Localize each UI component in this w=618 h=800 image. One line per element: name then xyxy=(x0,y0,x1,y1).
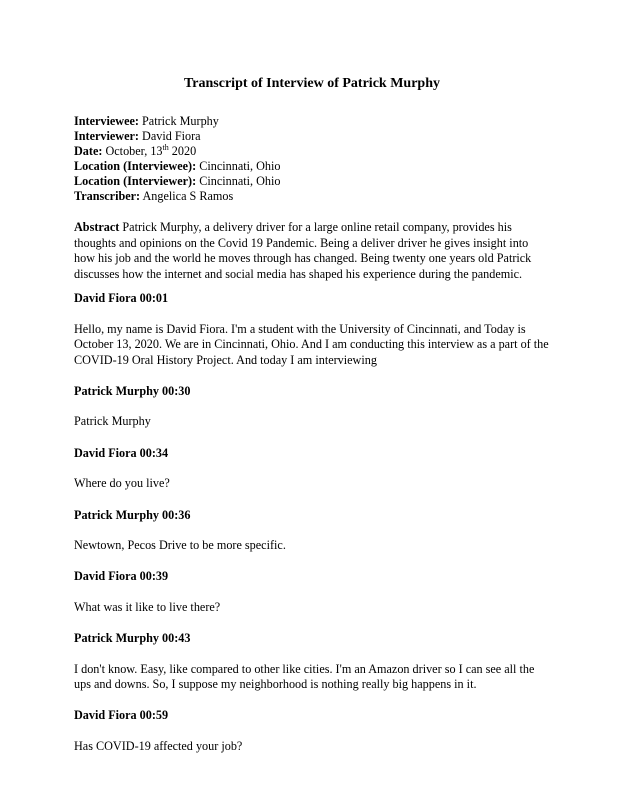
interview-metadata xyxy=(74,114,550,204)
date-line xyxy=(74,144,550,159)
location-interviewer-label: Location (Interviewer): xyxy=(74,174,197,188)
abstract-paragraph xyxy=(74,220,550,283)
speaker-text: Hello, my name is David Fiora. I'm a student with the University of Cincinnati, and Today is October 13, 2020. We are in Cincinnati, Ohio. And I am conducting this interview as a part of the COVID-19 Oral History Project. And today I am interviewing xyxy=(74,321,549,367)
date-ordinal-suffix: th xyxy=(162,142,169,152)
location-interviewee-line xyxy=(74,159,550,174)
page-title: Transcript of Interview of Patrick Murphy xyxy=(184,76,440,91)
interviewee-label: Interviewee: xyxy=(74,114,139,128)
transcriber-line xyxy=(74,189,550,204)
date-label: Date: xyxy=(74,144,103,158)
speaker-heading: David Fiora 00:39 xyxy=(74,569,169,584)
speaker-heading: Patrick Murphy 00:43 xyxy=(74,631,191,646)
speaker-heading: David Fiora 00:01 xyxy=(74,291,169,305)
speaker-heading: Patrick Murphy 00:36 xyxy=(74,507,191,522)
speaker-heading: Patrick Murphy 00:30 xyxy=(74,383,191,398)
speaker-heading: David Fiora 00:34 xyxy=(74,445,169,460)
speaker-text: What was it like to live there? xyxy=(74,599,221,614)
speaker-text: Where do you live? xyxy=(74,476,170,491)
transcriber-label: Transcriber: xyxy=(74,189,141,203)
interviewee-line xyxy=(74,114,550,129)
location-interviewee-label: Location (Interviewee): xyxy=(74,159,197,173)
speaker-text: I don't know. Easy, like compared to other like cities. I'm an Amazon driver so I can see all the ups and downs. So, I suppose my neighborhood is nothing really big happens in it. xyxy=(74,661,535,692)
speaker-text: Newtown, Pecos Drive to be more specific. xyxy=(74,538,286,553)
transcript-entries xyxy=(74,291,550,770)
abstract-text: Patrick Murphy, a delivery driver for a large online retail company, provides his thoughts and opinions on the Covid 19 Pandemic. Being a deliver driver he gives insight into how his job and the world he moves through has changed. Being twenty one years old Patrick discusses how the internet and social media has shaped his experience during the pandemic. xyxy=(74,220,532,282)
date-value-prefix: October, 13 xyxy=(105,144,163,158)
speaker-heading: David Fiora 00:59 xyxy=(74,708,169,723)
date-value-year: 2020 xyxy=(171,144,197,158)
speaker-text: Patrick Murphy xyxy=(74,414,151,429)
location-interviewer-line xyxy=(74,174,550,189)
location-interviewee-value: Cincinnati, Ohio xyxy=(199,159,281,173)
interviewee-value: Patrick Murphy xyxy=(142,114,219,128)
abstract-label: Abstract xyxy=(74,220,120,234)
interviewer-label: Interviewer: xyxy=(74,129,139,143)
location-interviewer-value: Cincinnati, Ohio xyxy=(199,174,281,188)
transcriber-value: Angelica S Ramos xyxy=(142,189,234,203)
interviewer-value: David Fiora xyxy=(142,129,201,143)
interviewer-line xyxy=(74,129,550,144)
speaker-text: Has COVID-19 affected your job? xyxy=(74,738,243,753)
